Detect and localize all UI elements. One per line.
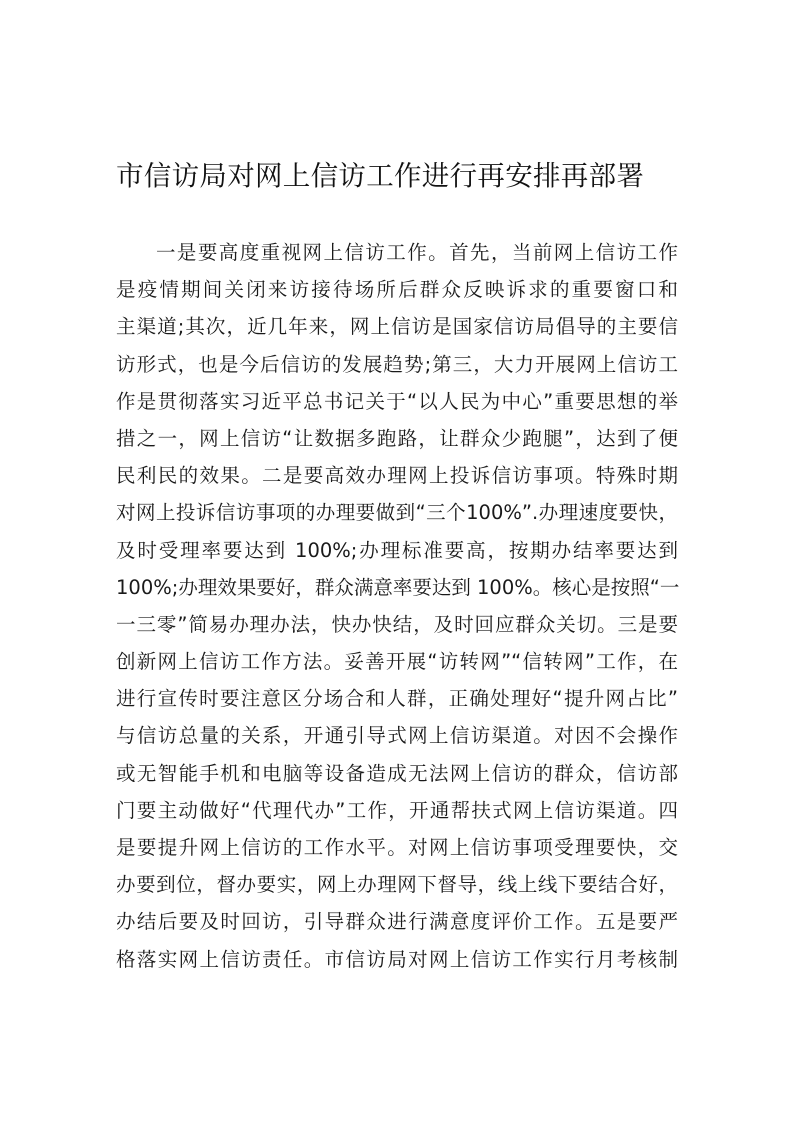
body-line: 格落实网上信访责任。市信访局对网上信访工作实行月考核制 bbox=[116, 947, 678, 971]
body-line: 与信访总量的关系，开通引导式网上信访渠道。对因不会操作 bbox=[116, 724, 678, 748]
body-line: 或无智能手机和电脑等设备造成无法网上信访的群众，信访部 bbox=[116, 761, 678, 785]
body-line: 办结后要及时回访，引导群众进行满意度评价工作。五是要严 bbox=[116, 910, 678, 934]
body-line: 100%;办理效果要好，群众满意率要达到 100%。核心是按照“一 bbox=[116, 575, 680, 599]
body-line: 进行宣传时要注意区分场合和人群，正确处理好“提升网占比” bbox=[116, 687, 678, 711]
body-line: 门要主动做好“代理代办”工作，开通帮扶式网上信访渠道。四 bbox=[116, 798, 678, 822]
body-line: 访形式，也是今后信访的发展趋势;第三，大力开展网上信访工 bbox=[116, 352, 678, 376]
body-line: 民利民的效果。二是要高效办理网上投诉信访事项。特殊时期 bbox=[116, 464, 678, 488]
body-line: 创新网上信访工作方法。妥善开展“访转网”“信转网”工作，在 bbox=[116, 650, 678, 674]
body-line: 一是要高度重视网上信访工作。首先，当前网上信访工作 bbox=[156, 241, 678, 264]
body-line: 作是贯彻落实习近平总书记关于“以人民为中心”重要思想的举 bbox=[116, 389, 678, 413]
document-title: 市信访局对网上信访工作进行再安排再部署 bbox=[116, 160, 645, 192]
body-line: 一三零”简易办理办法，快办快结，及时回应群众关切。三是要 bbox=[116, 612, 678, 636]
body-line: 对网上投诉信访事项的办理要做到“三个100%”.办理速度要快， bbox=[116, 501, 678, 525]
body-line: 措之一，网上信访“让数据多跑路，让群众少跑腿”，达到了便 bbox=[116, 426, 678, 450]
body-line: 办要到位，督办要实，网上办理网下督导，线上线下要结合好， bbox=[116, 873, 678, 897]
document-body bbox=[116, 234, 678, 978]
body-line: 及时受理率要达到 100%;办理标准要高，按期办结率要达到 bbox=[116, 538, 678, 562]
body-line: 主渠道;其次，近几年来，网上信访是国家信访局倡导的主要信 bbox=[116, 315, 678, 339]
body-line: 是疫情期间关闭来访接待场所后群众反映诉求的重要窗口和 bbox=[116, 278, 678, 302]
body-line: 是要提升网上信访的工作水平。对网上信访事项受理要快，交 bbox=[116, 836, 678, 859]
